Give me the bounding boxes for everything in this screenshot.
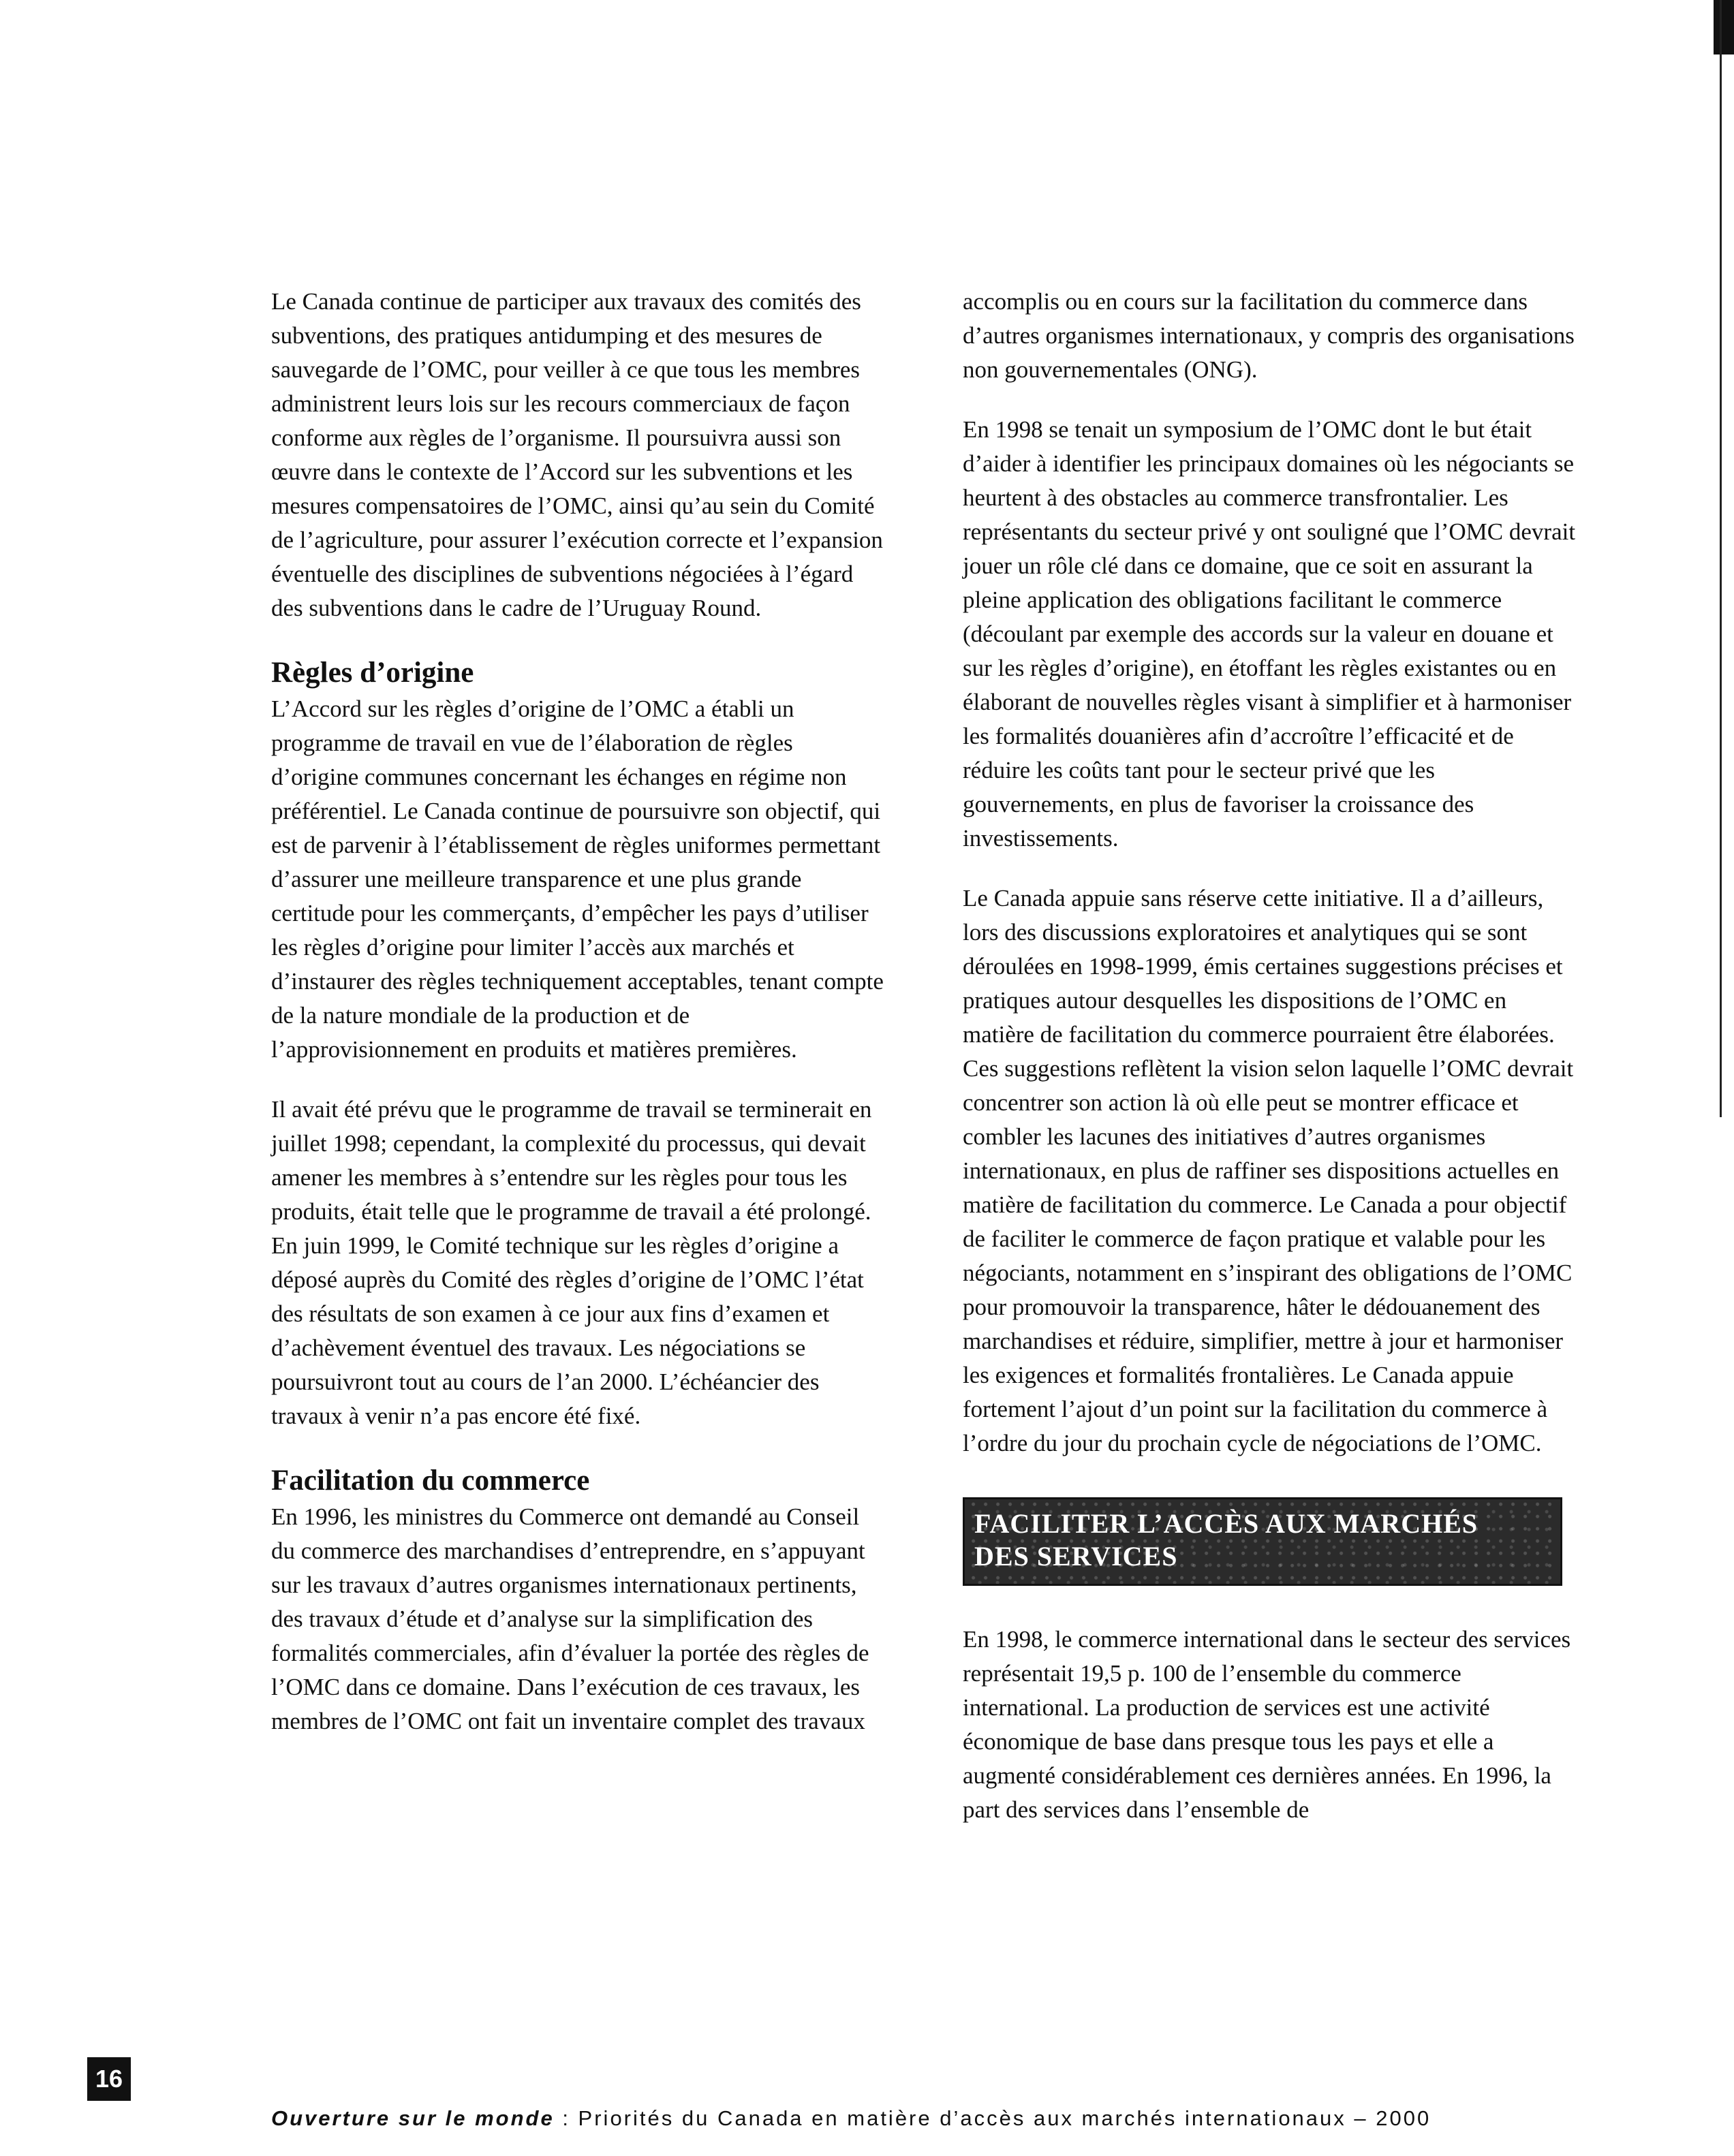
paragraph-rules-agreement: L’Accord sur les règles d’origine de l’OMC a établi un programme de travail en vue de l’élaboration de règles d’origine communes concernant les échanges en régime non préférentiel. Le Canada continue de poursuivre son objectif, qui est de parvenir à l’établissement de règles uniformes permettant d’assurer une meilleure transparence et une plus grande certitude pour les commerçants, d’empêcher les pays d’utiliser les règles d’origine pour limiter l’accès aux marchés et d’instaurer des règles techniquement acceptables, tenant compte de la nature mondiale de la production et de l’approvisionnement en produits et matières premières. bbox=[271, 696, 884, 1063]
page-number: 16 bbox=[87, 2057, 131, 2101]
paragraph-subsidies: Le Canada continue de participer aux travaux des comités des subventions, des pratiques antidumping et des mesures de sauvegarde de l’OMC, pour veiller à ce que tous les membres administrent leurs lois sur les recours commerciaux de façon conforme aux règles de l’organisme. Il poursuivra aussi son œuvre dans le contexte de l’Accord sur les subventions et les mesures compensatoires de l’OMC, ainsi qu’au sein du Comité de l’agriculture, pour assurer l’exécution correcte et l’expansion éventuelle des disciplines de subventions négociées à l’égard des subventions dans le cadre de l’Uruguay Round. bbox=[271, 288, 883, 621]
paragraph-canada-support: Le Canada appuie sans réserve cette initiative. Il a d’ailleurs, lors des discussions exploratoires et analytiques qui se sont déroulées en 1998-1999, émis certaines suggestions précises et pratiques autour desquelles les dispositions de l’OMC en matière de facilitation du commerce pourraient être élaborées. Ces suggestions reflètent la vision selon laquelle l’OMC devrait concentrer son action là où elle peut se montrer efficace et combler les lacunes des initiatives d’autres organismes internationaux, en plus de raffiner ses dispositions actuelles en matière de facilitation du commerce. Le Canada a pour objectif de faciliter le commerce de façon pratique et valable pour les négociants, notamment en s’inspirant des obligations de l’OMC pour promouvoir la transparence, hâter le dédouanement des marchandises et réduire, simplifier, mettre à jour et harmoniser les exigences et formalités frontalières. Le Canada appuie fortement l’ajout d’un point sur la facilitation du commerce à l’ordre du jour du prochain cycle de négociations de l’OMC. bbox=[963, 885, 1574, 1456]
heading-trade-facilitation: Facilitation du commerce bbox=[271, 1465, 590, 1497]
banner-title-line1: FACILITER L’ACCÈS AUX MARCHÉS bbox=[974, 1508, 1478, 1539]
footer-publication-title: Ouverture sur le monde bbox=[271, 2106, 555, 2130]
scan-edge-mark bbox=[1714, 0, 1734, 54]
paragraph-facilitation-continued: accomplis ou en cours sur la facilitation du commerce dans d’autres organismes internationaux, y compris des organisations non gouvernementales (ONG). bbox=[963, 288, 1575, 383]
left-column bbox=[271, 285, 884, 1764]
paragraph-facilitation-mandate: En 1996, les ministres du Commerce ont demandé au Conseil du commerce des marchandises d’entreprendre, en s’appuyant sur les travaux d’autres organismes internationaux pertinents, des travaux d’étude et d’analyse sur la simplification des formalités commerciales, afin d’évaluer la portée des règles de l’OMC dans ce domaine. Dans l’exécution de ces travaux, les membres de l’OMC ont fait un inventaire complet des travaux bbox=[271, 1503, 869, 1734]
paragraph-services-trade: En 1998, le commerce international dans le secteur des services représentait 19,5 p. 100 de l’ensemble du commerce international. La production de services est une activité économique de base dans presque tous les pays et elle a augmenté considérablement ces dernières années. En 1996, la part des services dans l’ensemble de bbox=[963, 1626, 1571, 1823]
section-banner-services bbox=[963, 1497, 1562, 1586]
heading-rules-of-origin: Règles d’origine bbox=[271, 657, 474, 689]
banner-title-line2: DES SERVICES bbox=[974, 1541, 1178, 1572]
paragraph-symposium: En 1998 se tenait un symposium de l’OMC dont le but était d’aider à identifier les principaux domaines où les négociants se heurtent à des obstacles au commerce transfrontalier. Les représentants du secteur privé y ont souligné que l’OMC devrait jouer un rôle clé dans ce domaine, que ce soit en assurant la pleine application des obligations facilitant le commerce (découlant par exemple des accords sur la valeur en douane et sur les règles d’origine), en étoffant les règles existantes ou en élaborant de nouvelles règles visant à simplifier et à harmoniser les formalités douanières afin d’accroître l’efficacité et de réduire les coûts tant pour le secteur privé que les gouvernements, en plus de favoriser la croissance des investissements. bbox=[963, 416, 1576, 852]
page-footer bbox=[271, 2105, 1566, 2132]
scan-edge-line bbox=[1720, 0, 1722, 1117]
footer-subtitle: : Priorités du Canada en matière d’accès aux marchés internationaux – 2000 bbox=[554, 2106, 1431, 2130]
paragraph-rules-timeline: Il avait été prévu que le programme de travail se terminerait en juillet 1998; cependant, la complexité du processus, qui devait amener les membres à s’entendre sur les règles pour tous les produits, était telle que le programme de travail a été prolongé. En juin 1999, le Comité technique sur les règles d’origine a déposé auprès du Comité des règles d’origine de l’OMC l’état des résultats de son examen à ce jour aux fins d’examen et d’achèvement éventuel des travaux. Les négociations se poursuivront tout au cours de l’an 2000. L’échéancier des travaux à venir n’a pas encore été fixé. bbox=[271, 1096, 872, 1429]
right-column bbox=[963, 285, 1576, 1853]
